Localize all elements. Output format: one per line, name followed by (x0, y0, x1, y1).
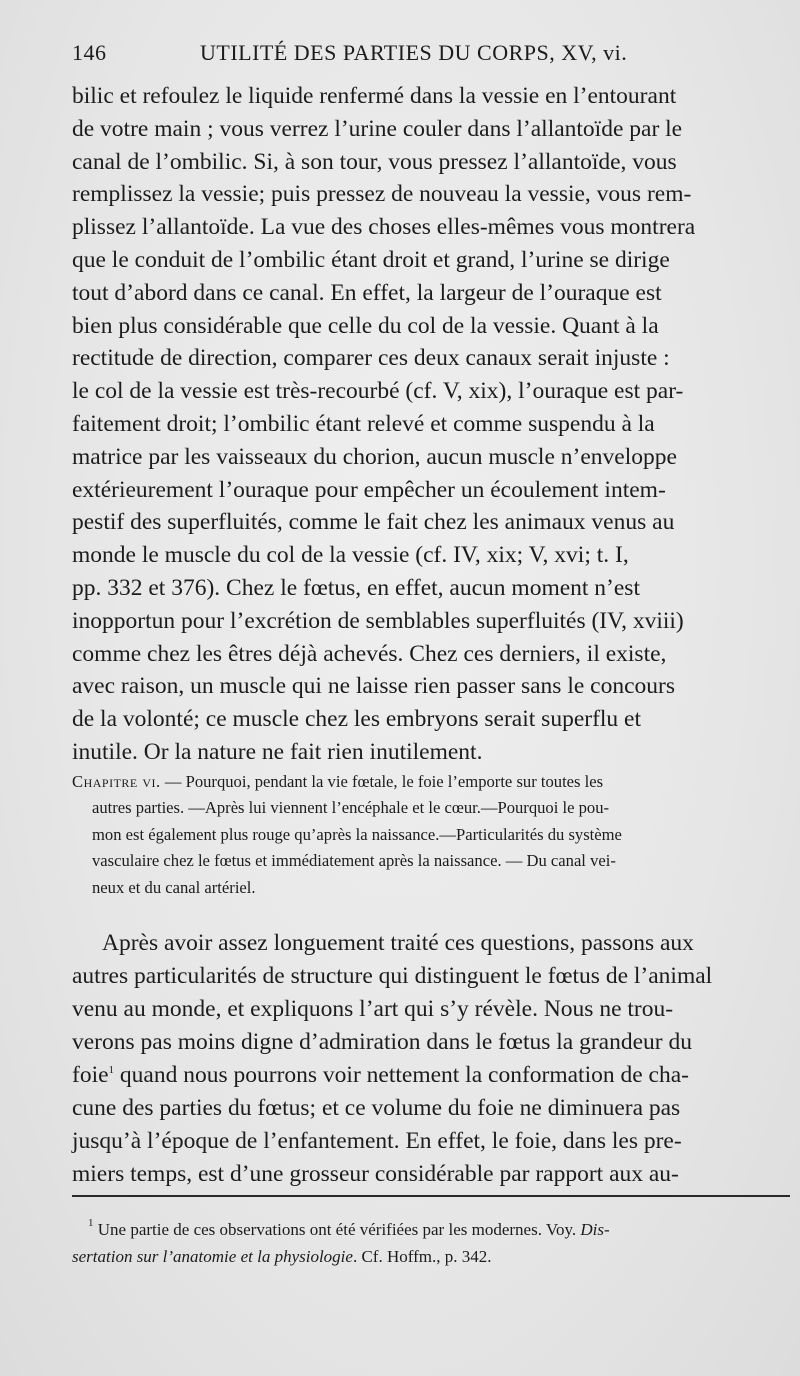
summary-line (72, 769, 790, 795)
text-line: faitement droit; l’ombilic étant relevé et comme suspendu à la (72, 410, 655, 437)
footnote-marker: 1 (88, 1217, 94, 1229)
text-line: inutile. Or la nature ne fait rien inutilement. (72, 738, 483, 765)
text-line: pestif des superfluités, comme le fait chez les animaux venus au (72, 509, 675, 536)
footnote-line (72, 1216, 790, 1243)
summary-text: — Pourquoi, pendant la vie fœtale, le foie l’emporte sur toutes les (160, 772, 604, 791)
footnote-divider (72, 1195, 790, 1197)
text-line: remplissez la vessie; puis pressez de nouveau la vessie, vous rem- (72, 181, 692, 208)
text-line: inopportun pour l’excrétion de semblables superfluités (IV, xviii) (72, 607, 684, 634)
text-line: autres particularités de structure qui distinguent le fœtus de l’animal (72, 963, 713, 989)
text-line: miers temps, est d’une grosseur considérable par rapport aux au- (72, 1161, 679, 1187)
text-line: venu au monde, et expliquons l’art qui s’y révèle. Nous ne trou- (72, 996, 674, 1022)
text-line: rectitude de direction, comparer ces deux canaux serait injuste : (72, 345, 670, 372)
text-fragment: foie (72, 1062, 109, 1088)
paragraph-1 (72, 80, 790, 769)
chapter-summary (72, 769, 790, 901)
text-line: jusqu’à l’époque de l’enfantement. En effet, le foie, dans les pre- (72, 1128, 682, 1154)
text-line: le col de la vessie est très-recourbé (cf. V, xix), l’ouraque est par- (72, 378, 684, 405)
footnote-italic: Dis- (580, 1220, 610, 1239)
footnote-reference[interactable]: 1 (108, 1064, 115, 1076)
footnote-text: Une partie de ces observations ont été vérifiées par les modernes. Voy. (93, 1220, 581, 1239)
footnote (72, 1216, 790, 1270)
page-number: 146 (72, 40, 107, 65)
text-line: extérieurement l’ouraque pour empêcher un écoulement intem- (72, 476, 666, 503)
footnote-italic: sertation sur l’anatomie et la physiologie (72, 1247, 353, 1266)
text-fragment: quand nous pourrons voir nettement la conformation de cha- (114, 1062, 689, 1088)
text-line: de votre main ; vous verrez l’urine couler dans l’allantoïde par le (72, 115, 683, 142)
text-line: de la volonté; ce muscle chez les embryons serait superflu et (72, 706, 642, 733)
text-line: plissez l’allantoïde. La vue des choses elles-mêmes vous montrera (72, 214, 696, 241)
text-line: bien plus considérable que celle du col de la vessie. Quant à la (72, 312, 659, 339)
text-line: canal de l’ombilic. Si, à son tour, vous pressez l’allantoïde, vous (72, 148, 677, 175)
text-line: avec raison, un muscle qui ne laisse rien passer sans le concours (72, 673, 675, 700)
text-line: que le conduit de l’ombilic étant droit et grand, l’urine se dirige (72, 246, 670, 273)
text-line (72, 1059, 790, 1092)
text-line: matrice par les vaisseaux du chorion, aucun muscle n’enveloppe (72, 443, 677, 470)
chapter-label: Chapitre vi. (72, 772, 161, 791)
summary-line: mon est également plus rouge qu’après la naissance.—Particularités du système (92, 824, 622, 844)
text-line: monde le muscle du col de la vessie (cf. IV, xix; V, xvi; t. I, (72, 542, 629, 569)
summary-line: neux et du canal artériel. (92, 877, 256, 897)
summary-line: vasculaire chez le fœtus et immédiatement après la naissance. — Du canal vei- (92, 851, 616, 871)
summary-line: autres parties. —Après lui viennent l’encéphale et le cœur.—Pourquoi le pou- (92, 798, 610, 818)
paragraph-2 (72, 927, 790, 1191)
text-line: comme chez les êtres déjà achevés. Chez ces derniers, il existe, (72, 640, 667, 667)
footnote-line (72, 1243, 790, 1270)
footnote-text: . Cf. Hoffm., p. 342. (352, 1247, 492, 1266)
running-title: UTILITÉ DES PARTIES DU CORPS, XV, vi. (200, 40, 628, 65)
text-line: verons pas moins digne d’admiration dans le fœtus la grandeur du (72, 1029, 692, 1055)
text-line: pp. 332 et 376). Chez le fœtus, en effet, aucun moment n’est (72, 574, 640, 601)
text-line: Après avoir assez longuement traité ces questions, passons aux (102, 930, 694, 956)
text-line: bilic et refoulez le liquide renfermé dans la vessie en l’entourant (72, 83, 677, 109)
text-line: tout d’abord dans ce canal. En effet, la largeur de l’ouraque est (72, 279, 662, 306)
text-line: cune des parties du fœtus; et ce volume du foie ne diminuera pas (72, 1095, 681, 1121)
